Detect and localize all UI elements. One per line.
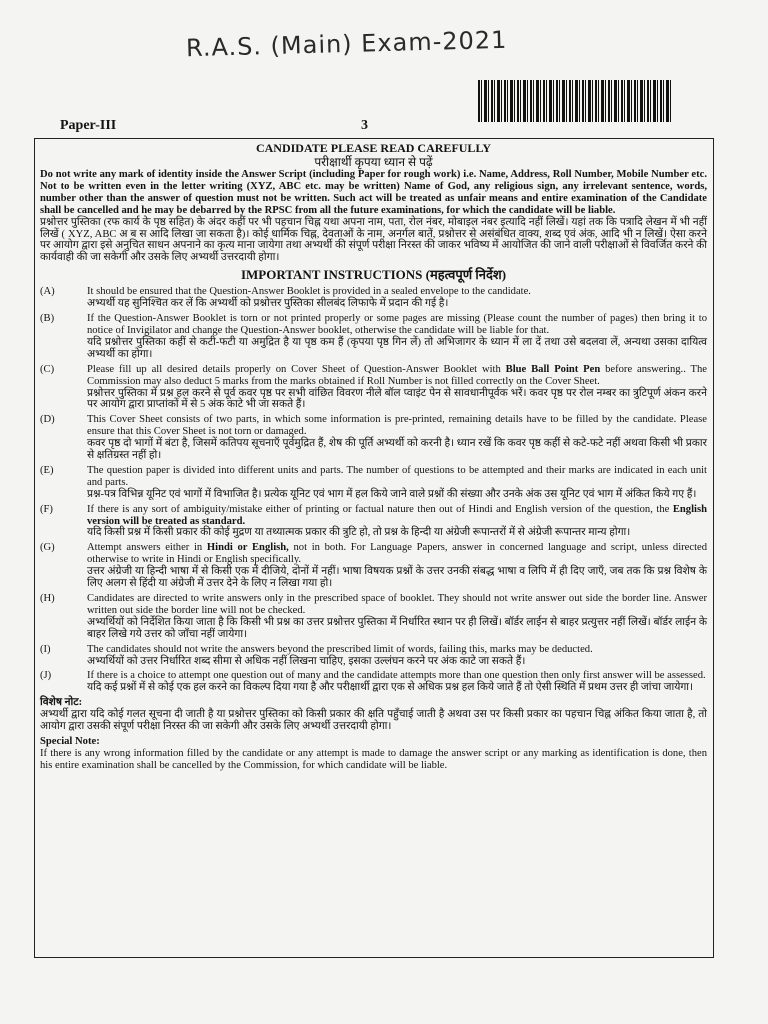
item-label: (A) [40, 286, 55, 298]
item-label: (D) [40, 414, 55, 426]
item-text-hi: उत्तर अंग्रेजी या हिन्दी भाषा में से किसी एक में दीजिये, दोनों में नहीं। भाषा विषयक प्रश्नों के उत्तर उनकी संबद्ध भाषा व लिपि में ही दिए जाएँ, जब तक कि प्रश्न विशेष के लिए अलग से हिंदी या अंग्रेजी में उत्तर देने के लिए न लिखा गया हो। [87, 566, 707, 590]
item-text-hi: कवर पृष्ठ दो भागों में बंटा है, जिसमें कतिपय सूचनाएँ पूर्वमुद्रित हैं, शेष की पूर्ति अभ्यर्थी को करनी है। ध्यान रखें कि कवर पृष्ठ कहीं से कटे-फटे नहीं अथवा किसी भी प्रकार से क्षतिग्रस्त नहीं हो। [87, 438, 707, 462]
item-text-en: Attempt answers either in Hindi or English, not in both. For Language Papers, answer in concerned language and script, unless directed otherwise to write in Hindi or English specifically. [87, 542, 708, 566]
item-text-en: It should be ensured that the Question-Answer Booklet is provided in a sealed envelope to the candidate. [87, 286, 531, 298]
instruction-item-f [40, 504, 707, 540]
item-text-hi: यदि किसी प्रश्न में किसी प्रकार की कोई मुद्रण या तथ्यात्मक प्रकार की त्रुटि हो, तो प्रश्न के हिन्दी या अंग्रेजी रूपान्तरों में से अंग्रेजी रूपान्तर मान्य होगा। [87, 527, 631, 539]
notice-heading-en: CANDIDATE PLEASE READ CAREFULLY [255, 141, 492, 155]
barcode [478, 80, 672, 122]
special-note-en-text: If there is any wrong information filled by the candidate or any attempt is made to damage the answer script or any marking as identification is done, then his entire examination shall be cancelled by the Commission, for which candidate will be liable. [40, 747, 707, 771]
notice-paragraph-hi: प्रश्नोत्तर पुस्तिका (रफ कार्य के पृष्ठ सहित) के अंदर कहीं पर भी पहचान चिह्न यथा अपना नाम, पता, रोल नंबर, मोबाइल नंबर इत्यादि नहीं लिखें। यहां तक कि पत्रादि लेखन में भी नहीं लिखें ( XYZ, ABC अ ब स आदि लिखा जा सकता है)। कोई धार्मिक चिह्न, देवताओं के नाम, अनर्गल बातें, प्रश्नोत्तर से असंबंधित वाक्य, शब्द एवं अंक, आदि भी न लिखें। ऐसा करने पर आयोग द्वारा इसे अनुचित साधन अपनाने का कृत्य माना जायेगा तथा अभ्यर्थी की संपूर्ण परीक्षा निरस्त की जाकर भविष्य में आयोजित की जाने वाली परीक्षाओं से विवर्जित करने की कार्यवाही की जा सकेगी और उसके लिए अभ्यर्थी उत्तरदायी होगा। [40, 216, 707, 264]
item-text-hi: यदि प्रश्नोत्तर पुस्तिका कहीं से कटी-फटी या अमुद्रित है या पृष्ठ कम हैं (कृपया पृष्ठ गिन लें) तो अभिजागर के ध्यान में ला दें तथा उसे बदलवा लें, अन्यथा उसका दायित्व अभ्यर्थी का होगा। [87, 336, 707, 360]
instruction-item-j [40, 670, 707, 694]
paper-label: Paper-III [60, 118, 117, 133]
instruction-item-a [40, 286, 707, 310]
item-label: (E) [40, 464, 54, 476]
item-text-en: Candidates are directed to write answers only in the prescribed space of booklet. They should not write answer out side the border line. Answer written out side the border line will not be checked. [87, 593, 707, 616]
notice-heading-hi: परीक्षार्थी कृपया ध्यान से पढ़ें [314, 155, 433, 169]
item-text-hi: अभ्यर्थियों को निर्देशित किया जाता है कि किसी भी प्रश्न का उत्तर प्रश्नोत्तर पुस्तिका में निर्धारित स्थान पर ही लिखें। बॉर्डर लाईन से बाहर प्रत्युत्तर नहीं लिखें। बॉर्डर लाईन के बाहर लिखे गये उत्तर को जाँचा नहीं जायेगा। [87, 616, 707, 640]
item-text-en: If there is any sort of ambiguity/mistake either of printing or factual nature then out of Hindi and English version of the question, the English version will be treated as standard. [87, 503, 707, 527]
item-label: (I) [40, 643, 51, 655]
special-note-en-heading: Special Note: [40, 735, 100, 747]
item-text-en: The candidates should not write the answers beyond the prescribed limit of words, failing this, marks may be deducted. [87, 643, 593, 655]
item-text-en: If the Question-Answer Booklet is torn or not printed properly or some pages are missing (Please count the number of pages) then bring it to notice of Invigilator and change the Question-Answer booklet, otherwise the candidate will be liable for that. [87, 313, 707, 336]
item-text-hi: प्रश्न-पत्र विभिन्न यूनिट एवं भागों में विभाजित है। प्रत्येक यूनिट एवं भाग में हल किये जाने वाले प्रश्नों की संख्या और उनके अंक उस यूनिट एवं भाग में अंकित किये गए हैं। [87, 488, 697, 500]
item-label: (J) [40, 670, 52, 682]
special-note-hi-heading: विशेष नोट: [40, 697, 83, 709]
handwritten-exam-title: R.A.S. (Main) Exam-2021 [185, 25, 508, 63]
item-label: (C) [40, 363, 55, 375]
item-label: (H) [40, 593, 55, 604]
item-text-en: The question paper is divided into different units and parts. The number of questions to be attempted and their marks are indicated in each unit and parts. [87, 464, 707, 488]
item-text-hi: अभ्यर्थी यह सुनिश्चित कर लें कि अभ्यर्थी को प्रश्नोत्तर पुस्तिका सीलबंद लिफाफे में प्रदान की गई है। [87, 298, 449, 310]
special-note-hi-text: अभ्यर्थी द्वारा यदि कोई गलत सूचना दी जाती है या प्रश्नोत्तर पुस्तिका को किसी प्रकार की क्षति पहुँचाई जाती है अथवा उस पर किसी प्रकार का पहचान चिह्न अंकित किया जाता है, तो आयोग द्वारा उसकी संपूर्ण परीक्षा निरस्त की जा सकेगी और उसके लिए अभ्यर्थी उत्तरदायी होगा। [40, 709, 707, 733]
instruction-item-g [40, 542, 707, 590]
notice-paragraph-en: Do not write any mark of identity inside the Answer Script (including Paper for rough work) i.e. Name, Address, Roll Number, Mobile Number etc. Not to be written even in the letter writing (XYZ, ABC etc. may be written) Name of God, any religious sign, any irrelevant sentence, words, number other than the answer of question must not be written. Such act will be treated as unfair means and entire examination of the Candidate shall be cancelled and he may be debarred by the RPSC from all the future examinations, for which the candidate will be liable. [40, 169, 707, 216]
item-text-en: If there is a choice to attempt one question out of many and the candidate attempts more than one question then only first answer will be assessed. [87, 670, 706, 682]
item-label: (F) [40, 503, 53, 515]
item-label: (G) [40, 542, 55, 554]
item-label: (B) [40, 313, 55, 325]
instruction-item-i [40, 644, 707, 668]
instruction-item-b [40, 313, 707, 361]
item-text-hi: प्रश्नोत्तर पुस्तिका में प्रश्न हल करने से पूर्व कवर पृष्ठ पर सभी वांछित विवरण नीले बॉल प्वाइंट पेन से सावधानीपूर्वक भरें। कवर पृष्ठ पर रोल नम्बर का त्रुटिपूर्ण अंकन करने पर आयोग द्वारा प्राप्तांकों में से 5 अंक काटे भी जा सकते हैं। [87, 387, 707, 411]
item-text-en: This Cover Sheet consists of two parts, in which some information is pre-printed, remaining details have to be filled by the candidate. Please ensure that this Cover Sheet is not torn or damaged. [87, 414, 707, 438]
instruction-item-c [40, 364, 707, 412]
item-text-hi: यदि कई प्रश्नों में से कोई एक हल करने का विकल्प दिया गया है और परीक्षार्थी द्वारा एक से अधिक प्रश्न हल किये जाते हैं तो ऐसी स्थिति में प्रथम उत्तर ही जांचा जायेगा। [87, 682, 694, 694]
page-number: 3 [361, 118, 368, 133]
instruction-item-e [40, 465, 707, 501]
instruction-item-d [40, 414, 707, 462]
instruction-item-h [40, 593, 707, 641]
instructions-heading: IMPORTANT INSTRUCTIONS (महत्वपूर्ण निर्देश) [240, 267, 507, 283]
instructions-box [34, 138, 714, 958]
item-text-hi: अभ्यर्थियों को उत्तर निर्धारित शब्द सीमा से अधिक नहीं लिखना चाहिए, इसका उल्लंघन करने पर अंक काटे जा सकते हैं। [87, 655, 526, 667]
item-text-en: Please fill up all desired details properly on Cover Sheet of Question-Answer Booklet with Blue Ball Point Pen before answering.. The Commission may also deduct 5 marks from the marks obtained if Roll Number is not filled correctly on the Cover Sheet. [87, 363, 707, 387]
